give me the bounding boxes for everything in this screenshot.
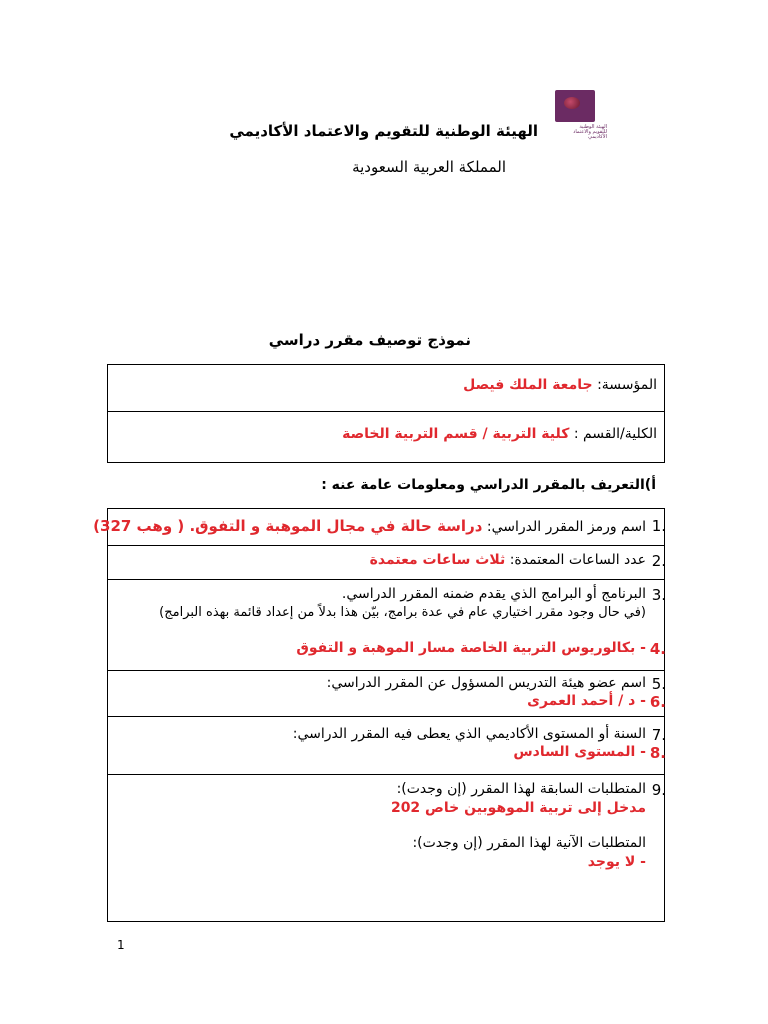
item-1-number: 1. <box>651 517 666 535</box>
institution-label: المؤسسة: <box>597 377 657 393</box>
institution-row <box>463 377 657 393</box>
divider <box>108 774 664 775</box>
divider <box>108 579 664 580</box>
divider <box>108 716 664 717</box>
item-6-number: 6. <box>649 693 666 711</box>
item-8-value: - المستوى السادس <box>513 744 646 760</box>
item-7-number: 7. <box>651 726 666 744</box>
divider <box>108 670 664 671</box>
page-number: 1 <box>117 938 125 952</box>
item-9-label: المتطلبات السابقة لهذا المقرر (إن وجدت): <box>396 781 646 797</box>
item-6-value: - د / أحمد العمرى <box>527 693 646 709</box>
item-1-value: دراسة حالة في مجال الموهبة و التفوق. ( وهب 327) <box>93 517 483 535</box>
logo-emblem-icon <box>564 97 580 109</box>
item-7-label: السنة أو المستوى الأكاديمي الذي يعطى فيه المقرر الدراسي: <box>292 726 646 742</box>
course-info-table <box>93 508 666 922</box>
institution-box <box>107 364 665 463</box>
item-4-value: - بكالوريوس التربية الخاصة مسار الموهبة و التفوق <box>296 640 646 656</box>
item-9-number: 9. <box>651 781 666 799</box>
page-title: نموذج توصيف مقرر دراسي <box>268 331 471 349</box>
item-8-number: 8. <box>649 744 666 762</box>
logo-caption: الهيئة الوطنية للتقويم والاعتماد الأكاديمي <box>573 124 607 140</box>
item-5-label: اسم عضو هيئة التدريس المسؤول عن المقرر الدراسي: <box>326 675 646 691</box>
org-name: الهيئة الوطنية للتقويم والاعتماد الأكاديمي <box>229 122 538 140</box>
item-1-label: اسم ورمز المقرر الدراسي: <box>486 519 646 535</box>
corequisites-label: المتطلبات الآنية لهذا المقرر (إن وجدت): <box>412 835 646 851</box>
corequisites-value: - لا يوجد <box>587 854 646 870</box>
divider <box>108 545 664 546</box>
logo-mark-icon <box>555 90 595 122</box>
item-2 <box>370 552 646 568</box>
ncaaa-logo <box>553 88 649 144</box>
item-2-number: 2. <box>651 552 666 570</box>
divider <box>108 411 664 412</box>
college-row <box>342 426 657 442</box>
college-value: كلية التربية / قسم التربية الخاصة <box>342 426 570 442</box>
country-name: المملكة العربية السعودية <box>352 158 506 176</box>
item-1 <box>93 517 646 535</box>
item-3-line-1: البرنامج أو البرامج الذي يقدم ضمنه المقرر الدراسي. <box>341 586 646 602</box>
item-4-number: 4. <box>649 640 666 658</box>
item-3-line-2: (في حال وجود مقرر اختياري عام في عدة برامج، بيّن هذا بدلاً من إعداد قائمة بهذه البرامج) <box>159 605 646 620</box>
item-2-label: عدد الساعات المعتمدة: <box>509 552 646 568</box>
section-a-title: أ)التعريف بالمقرر الدراسي ومعلومات عامة عنه : <box>321 477 656 493</box>
item-2-value: ثلاث ساعات معتمدة <box>369 552 506 568</box>
college-label: الكلية/القسم : <box>573 426 657 442</box>
item-9-value: مدخل إلى تربية الموهوبين خاص 202 <box>390 800 646 816</box>
item-5-number: 5. <box>651 675 666 693</box>
institution-value: جامعة الملك فيصل <box>463 377 593 393</box>
item-3-number: 3. <box>651 586 666 604</box>
